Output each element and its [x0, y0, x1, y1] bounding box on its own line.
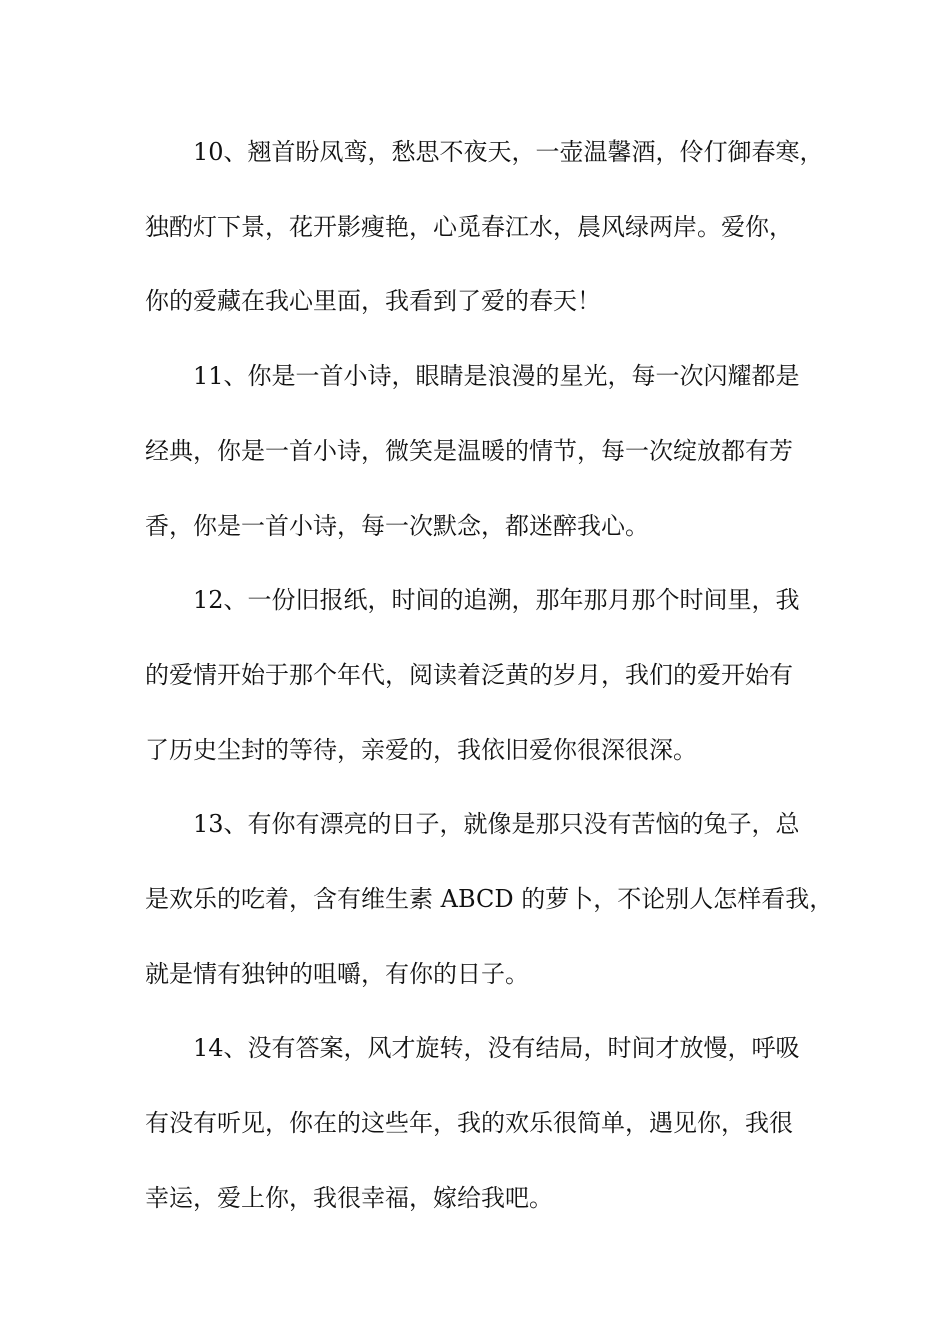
text-line: 14、没有答案，风才旋转，没有结局，时间才放慢，呼吸: [193, 1034, 800, 1062]
text-line: 10、翘首盼凤鸾，愁思不夜天，一壶温馨酒，伶仃御春寒，: [193, 138, 824, 166]
text-line: 经典，你是一首小诗，微笑是温暖的情节，每一次绽放都有芳: [145, 437, 793, 465]
text-line: 11、你是一首小诗，眼睛是浪漫的星光，每一次闪耀都是: [193, 362, 800, 390]
text-line: 12、一份旧报纸，时间的追溯，那年那月那个时间里，我: [193, 586, 800, 614]
text-line: 幸运，爱上你，我很幸福，嫁给我吧。: [145, 1184, 553, 1212]
text-line: 你的爱藏在我心里面，我看到了爱的春天！: [145, 287, 601, 315]
text-line: 13、有你有漂亮的日子，就像是那只没有苦恼的兔子，总: [193, 810, 800, 838]
text-line: 有没有听见，你在的这些年，我的欢乐很简单，遇见你，我很: [145, 1109, 793, 1137]
text-line: 的爱情开始于那个年代，阅读着泛黄的岁月，我们的爱开始有: [145, 661, 793, 689]
text-line: 就是情有独钟的咀嚼，有你的日子。: [145, 960, 529, 988]
text-line: 独酌灯下景，花开影瘦艳，心觅春江水，晨风绿两岸。爱你，: [145, 213, 793, 241]
text-line: 了历史尘封的等待，亲爱的，我依旧爱你很深很深。: [145, 736, 697, 764]
text-line: 是欢乐的吃着，含有维生素 ABCD 的萝卜，不论别人怎样看我，: [145, 885, 834, 913]
text-line: 香，你是一首小诗，每一次默念，都迷醉我心。: [145, 512, 649, 540]
